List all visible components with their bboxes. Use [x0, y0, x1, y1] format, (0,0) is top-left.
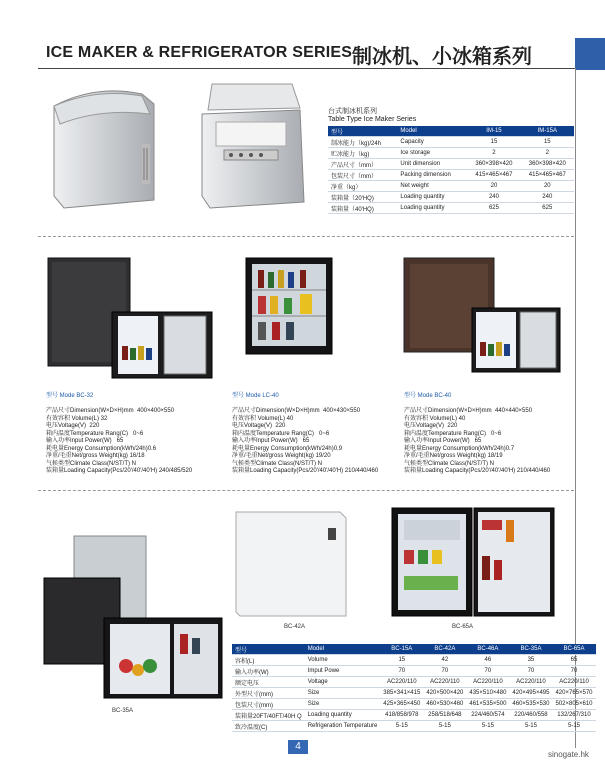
table-cell: 70	[380, 666, 423, 677]
section-divider	[38, 490, 574, 491]
fridge-bc65a-image	[390, 506, 558, 620]
table-header-row	[328, 126, 574, 137]
table-cell: 贮冰能力（kg)	[328, 148, 397, 159]
table-cell: 502×805×610	[552, 699, 595, 710]
table-cell: Voltage	[305, 677, 381, 688]
table-row	[232, 666, 596, 677]
table-cell: 435×510×480	[466, 688, 509, 699]
table-cell: BC-65A	[552, 644, 595, 655]
table-cell: Ice storage	[397, 148, 467, 159]
ice-maker-image-closed	[46, 84, 162, 210]
caption-bc65a: BC-65A	[452, 624, 474, 630]
table-cell: 420×765×570	[552, 688, 595, 699]
table-cell: Imput Powe	[305, 666, 381, 677]
page-title-cn: 制冰机、小冰箱系列	[352, 44, 532, 68]
table-cell: 625	[467, 203, 520, 214]
table-cell: 70	[423, 666, 466, 677]
table-header-row	[232, 644, 596, 655]
table-cell: 420×500×420	[423, 688, 466, 699]
refrigerator-spec-table	[232, 644, 596, 732]
table-cell: 装箱量20FT/40FT/40H Q	[232, 710, 305, 721]
table-row	[232, 688, 596, 699]
table-cell: 15	[467, 137, 520, 148]
page-number: 4	[288, 740, 308, 754]
table-cell: 70	[509, 666, 552, 677]
table-cell: 2	[521, 148, 574, 159]
table-cell: AC220/110	[509, 677, 552, 688]
table-cell: 132/267/310	[552, 710, 595, 721]
table-row	[328, 137, 574, 148]
table-cell: 5-15	[509, 721, 552, 732]
table-cell: 型号	[232, 644, 305, 655]
table-row	[232, 677, 596, 688]
ice-table-title-en: Table Type Ice Maker Series	[328, 116, 417, 123]
table-cell: 70	[466, 666, 509, 677]
caption-bc35a: BC-35A	[112, 708, 134, 714]
table-row	[232, 710, 596, 721]
section-divider	[38, 236, 574, 237]
table-cell: 产品尺寸（mm）	[328, 159, 397, 170]
table-cell: 385×341×415	[380, 688, 423, 699]
table-cell: 420×495×495	[509, 688, 552, 699]
corner-accent	[575, 38, 605, 70]
table-cell: 65	[552, 655, 595, 666]
table-cell: 5-15	[552, 721, 595, 732]
table-row	[328, 170, 574, 181]
table-cell: 5-15	[423, 721, 466, 732]
table-cell: 额定电压	[232, 677, 305, 688]
table-cell: 224/460/574	[466, 710, 509, 721]
table-cell: 360×398×420	[521, 159, 574, 170]
table-cell: 35	[509, 655, 552, 666]
site-watermark: sinogate.hk	[548, 750, 589, 759]
table-cell: 70	[552, 666, 595, 677]
model-label-lc40: 型号 Mode LC-40	[232, 393, 279, 399]
table-cell: 258/518/648	[423, 710, 466, 721]
table-row	[328, 181, 574, 192]
table-cell: 360×398×420	[467, 159, 520, 170]
table-cell: Size	[305, 699, 381, 710]
table-cell: 625	[521, 203, 574, 214]
table-cell: 240	[467, 192, 520, 203]
table-cell: 15	[380, 655, 423, 666]
table-cell: Packing dimension	[397, 170, 467, 181]
table-cell: 20	[521, 181, 574, 192]
table-cell: 42	[423, 655, 466, 666]
table-cell: AC220/110	[552, 677, 595, 688]
table-cell: 15	[521, 137, 574, 148]
fridge-bc42a-image	[232, 508, 350, 620]
table-row	[232, 721, 596, 732]
table-cell: IM-15	[467, 126, 520, 137]
table-cell: 240	[521, 192, 574, 203]
fridge-bc32-image	[46, 254, 216, 380]
table-cell: 418/858/978	[380, 710, 423, 721]
table-cell: IM-15A	[521, 126, 574, 137]
table-cell: 致冷温度(C)	[232, 721, 305, 732]
table-cell: Model	[397, 126, 467, 137]
fridge-lc40-image	[244, 256, 334, 356]
table-cell: 460×535×530	[509, 699, 552, 710]
table-cell: 型号	[328, 126, 397, 137]
table-row	[232, 699, 596, 710]
table-cell: 415×465×467	[467, 170, 520, 181]
spec-block-lc40: 产品尺寸Dimension(W×D×H)mm 400×430×550 有效容积 Volume(L) 40 电压Voltage(V) 220 箱内温度Temperature Rang(C) 0~6 输入功率Input Power(W) 65 耗电量Energy Consumption(kWh/24h)0.9 净重/毛重Net/gross Weight(kg) 19/20 气候类型Climate Class(N/ST/T) N 装箱量Loading Capacity(Pcs/20'/40'/40'H) 210/440/460	[232, 408, 379, 474]
table-cell: Loading quantity	[397, 203, 467, 214]
table-cell: 外型尺寸(mm)	[232, 688, 305, 699]
fridge-bc35a-image	[40, 534, 226, 702]
table-cell: Model	[305, 644, 381, 655]
table-cell: 461×535×500	[466, 699, 509, 710]
table-cell: 制冰能力（kg)/24h	[328, 137, 397, 148]
table-cell: 2	[467, 148, 520, 159]
table-cell: BC-42A	[423, 644, 466, 655]
table-row	[328, 148, 574, 159]
table-cell: 输入功率(W)	[232, 666, 305, 677]
ice-table-title-cn: 台式制冰机系列	[328, 108, 377, 115]
table-cell: 20	[467, 181, 520, 192]
table-cell: 415×465×467	[521, 170, 574, 181]
table-cell: 包装尺寸(mm)	[232, 699, 305, 710]
model-label-bc32: 型号 Mode BC-32	[46, 393, 94, 399]
table-cell: Unit dimension	[397, 159, 467, 170]
table-row	[232, 655, 596, 666]
spec-block-bc40: 产品尺寸Dimension(W×D×H)mm 440×440×550 有效容积 Volume(L) 40 电压Voltage(V) 220 箱内温度Temperature Rang(C) 0~6 输入功率Input Power(W) 65 耗电量Energy Consumption(kWh/24h)0.7 净重/毛重Net/gross Weight(kg) 18/19 气候类型Climate Class(N/ST/T) N 装箱量Loading Capacity(Pcs/20'/40'/40'H) 210/440/460	[404, 408, 551, 474]
page-title-en: ICE MAKER & REFRIGERATOR SERIES	[46, 44, 353, 61]
table-cell: 容积(L)	[232, 655, 305, 666]
table-cell: AC220/110	[380, 677, 423, 688]
table-cell: AC220/110	[466, 677, 509, 688]
table-row	[328, 203, 574, 214]
table-row	[328, 192, 574, 203]
table-cell: Volume	[305, 655, 381, 666]
table-cell: 5-15	[380, 721, 423, 732]
table-cell: BC-15A	[380, 644, 423, 655]
table-row	[328, 159, 574, 170]
table-cell: BC-46A	[466, 644, 509, 655]
table-cell: 净重（kg）	[328, 181, 397, 192]
table-cell: 包装尺寸（mm）	[328, 170, 397, 181]
spec-block-bc32: 产品尺寸Dimension(W×D×H)mm 400×400×550 有效容积 Volume(L) 32 电压Voltage(V) 220 箱内温度Temperature Rang(C) 0~6 输入功率Input Power(W) 65 耗电量Energy Consumption(kWh/24h)0.6 净重/毛重Net/gross Weight(kg) 16/18 气候类型Climate Class(N/ST/T) N 装箱量Loading Capacity(Pcs/20'/40'/40'H) 240/485/520	[46, 408, 193, 474]
ice-maker-image-open	[196, 80, 308, 210]
table-cell: BC-35A	[509, 644, 552, 655]
header-rule	[38, 68, 576, 69]
table-cell: Refrigeration Temperature	[305, 721, 381, 732]
table-cell: 装箱量（40'HQ)	[328, 203, 397, 214]
table-cell: Loading quantity	[397, 192, 467, 203]
table-cell: Net weight	[397, 181, 467, 192]
table-cell: 46	[466, 655, 509, 666]
table-cell: AC220/110	[423, 677, 466, 688]
table-cell: Size	[305, 688, 381, 699]
table-cell: 460×530×460	[423, 699, 466, 710]
table-cell: Capacity	[397, 137, 467, 148]
fridge-bc40-image	[402, 256, 564, 374]
table-cell: 220/460/558	[509, 710, 552, 721]
model-label-bc40: 型号 Mode BC-40	[404, 393, 452, 399]
table-cell: 425×365×450	[380, 699, 423, 710]
ice-maker-spec-table	[328, 126, 574, 214]
table-cell: 装箱量（20'HQ)	[328, 192, 397, 203]
table-cell: 5-15	[466, 721, 509, 732]
caption-bc42a: BC-42A	[284, 624, 306, 630]
table-cell: Loading quantity	[305, 710, 381, 721]
